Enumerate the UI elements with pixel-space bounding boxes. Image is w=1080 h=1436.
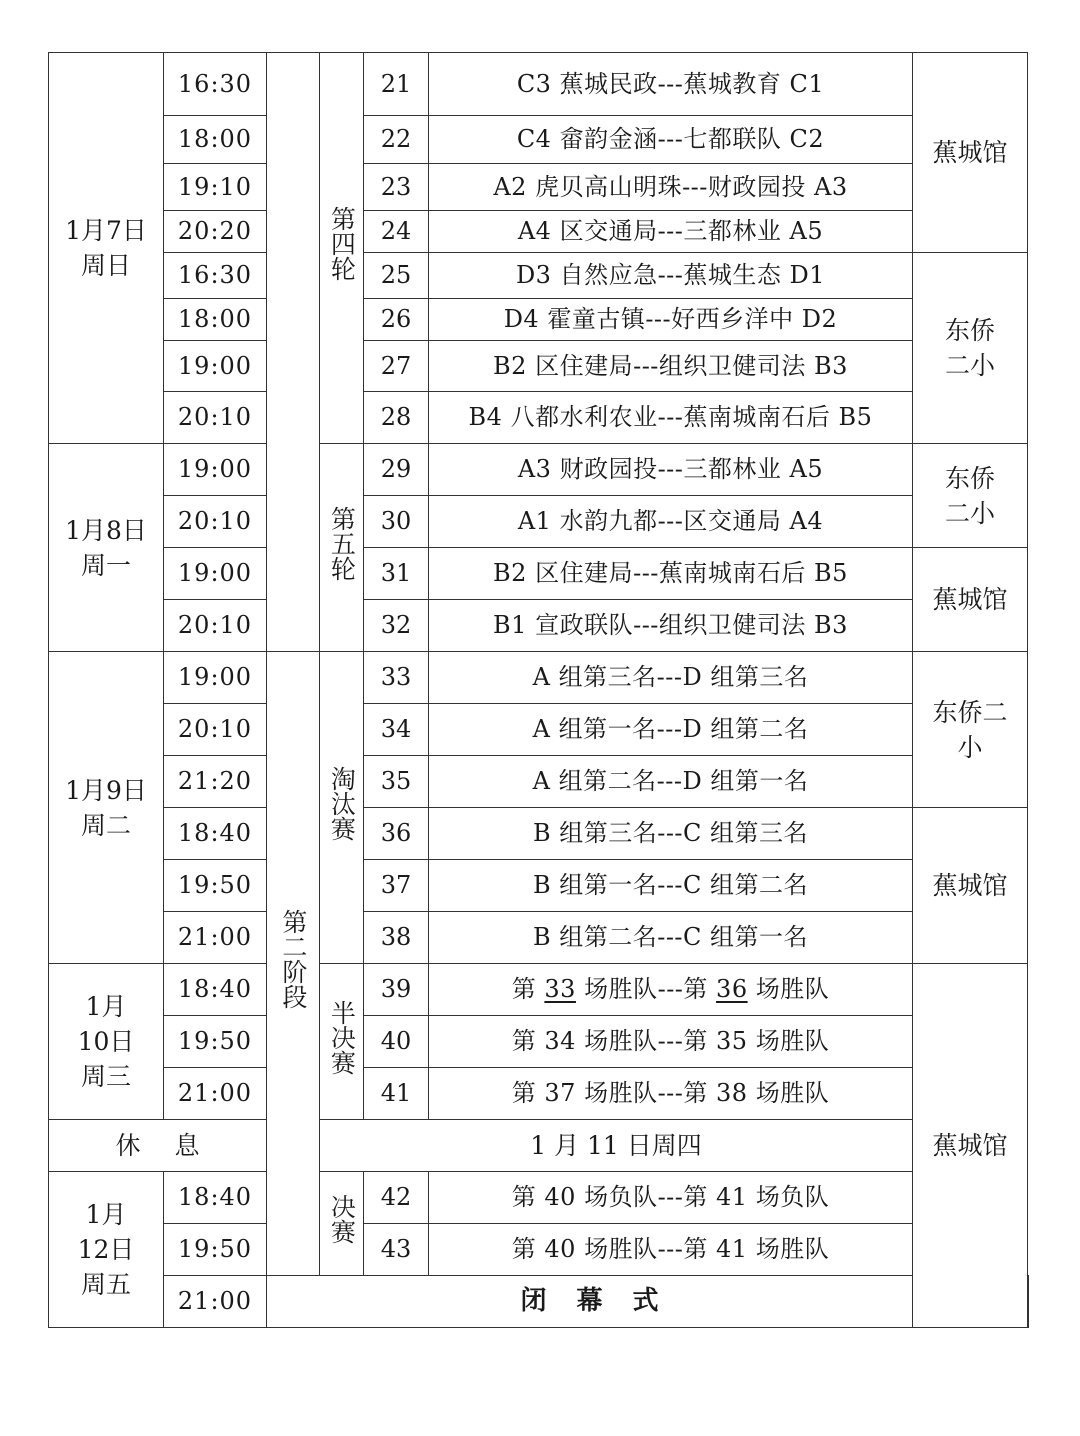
date-cell: 1月 10日 周三 bbox=[49, 964, 164, 1120]
time-cell: 20:10 bbox=[164, 392, 267, 444]
round-cell: 第五轮 bbox=[320, 444, 364, 652]
round-cell: 第四轮 bbox=[320, 53, 364, 444]
venue-cell: 蕉城馆 bbox=[913, 808, 1028, 964]
match-cell: 第 33 场胜队---第 36 场胜队 bbox=[429, 964, 913, 1016]
table-row bbox=[49, 341, 1029, 392]
match-cell: A 组第二名---D 组第一名 bbox=[429, 756, 913, 808]
match-cell: A4 区交通局---三都林业 A5 bbox=[429, 211, 913, 253]
closing-ceremony-cell: 闭幕式 bbox=[267, 1276, 913, 1328]
venue-cell: 东侨 二小 bbox=[913, 253, 1028, 444]
match-number: 31 bbox=[364, 548, 429, 600]
stage-cell: 第二阶段 bbox=[267, 652, 320, 1276]
time-cell: 16:30 bbox=[164, 53, 267, 116]
table-row bbox=[49, 299, 1029, 341]
table-row bbox=[49, 548, 1029, 600]
time-cell: 21:00 bbox=[164, 1276, 267, 1328]
table-row bbox=[49, 253, 1029, 299]
match-number: 41 bbox=[364, 1068, 429, 1120]
match-cell: B 组第一名---C 组第二名 bbox=[429, 860, 913, 912]
match-cell: 第 34 场胜队---第 35 场胜队 bbox=[429, 1016, 913, 1068]
time-cell: 20:10 bbox=[164, 496, 267, 548]
match-cell: B2 区住建局---组织卫健司法 B3 bbox=[429, 341, 913, 392]
time-cell: 19:50 bbox=[164, 860, 267, 912]
time-cell: 21:00 bbox=[164, 1068, 267, 1120]
match-cell: A1 水韵九都---区交通局 A4 bbox=[429, 496, 913, 548]
match-cell: 第 37 场胜队---第 38 场胜队 bbox=[429, 1068, 913, 1120]
time-cell: 19:00 bbox=[164, 548, 267, 600]
match-cell: D3 自然应急---蕉城生态 D1 bbox=[429, 253, 913, 299]
time-cell: 21:00 bbox=[164, 912, 267, 964]
match-number: 36 bbox=[364, 808, 429, 860]
time-cell: 19:00 bbox=[164, 652, 267, 704]
time-cell: 18:40 bbox=[164, 1172, 267, 1224]
match-number: 37 bbox=[364, 860, 429, 912]
time-cell: 18:40 bbox=[164, 808, 267, 860]
match-number: 22 bbox=[364, 116, 429, 164]
match-cell: A 组第三名---D 组第三名 bbox=[429, 652, 913, 704]
table-row bbox=[49, 444, 1029, 496]
table-row bbox=[49, 1120, 1029, 1172]
match-number: 38 bbox=[364, 912, 429, 964]
time-cell: 19:50 bbox=[164, 1224, 267, 1276]
match-number: 21 bbox=[364, 53, 429, 116]
table-row bbox=[49, 496, 1029, 548]
table-row bbox=[49, 1172, 1029, 1224]
table-row bbox=[49, 211, 1029, 253]
venue-cell: 蕉城馆 bbox=[913, 964, 1028, 1328]
time-cell: 21:20 bbox=[164, 756, 267, 808]
table-row bbox=[49, 1276, 1029, 1328]
match-cell: B4 八都水利农业---蕉南城南石后 B5 bbox=[429, 392, 913, 444]
table-row bbox=[49, 600, 1029, 652]
table-row bbox=[49, 164, 1029, 211]
table-row bbox=[49, 1016, 1029, 1068]
time-cell: 18:00 bbox=[164, 116, 267, 164]
table-row bbox=[49, 912, 1029, 964]
time-cell: 16:30 bbox=[164, 253, 267, 299]
table-row bbox=[49, 964, 1029, 1016]
time-cell: 19:50 bbox=[164, 1016, 267, 1068]
rest-cell: 休息 bbox=[49, 1120, 267, 1172]
table-row bbox=[49, 808, 1029, 860]
time-cell: 19:10 bbox=[164, 164, 267, 211]
match-cell: A3 财政园投---三都林业 A5 bbox=[429, 444, 913, 496]
match-cell: C3 蕉城民政---蕉城教育 C1 bbox=[429, 53, 913, 116]
venue-cell: 东侨 二小 bbox=[913, 444, 1028, 548]
match-number: 30 bbox=[364, 496, 429, 548]
match-cell: C4 畲韵金涵---七都联队 C2 bbox=[429, 116, 913, 164]
match-cell: B 组第三名---C 组第三名 bbox=[429, 808, 913, 860]
match-cell: D4 霍童古镇---好西乡洋中 D2 bbox=[429, 299, 913, 341]
venue-cell: 东侨二 小 bbox=[913, 652, 1028, 808]
table-row bbox=[49, 756, 1029, 808]
time-cell: 18:00 bbox=[164, 299, 267, 341]
table-row bbox=[49, 652, 1029, 704]
match-cell: B 组第二名---C 组第一名 bbox=[429, 912, 913, 964]
match-cell: A2 虎贝高山明珠---财政园投 A3 bbox=[429, 164, 913, 211]
time-cell: 19:00 bbox=[164, 341, 267, 392]
time-cell: 18:40 bbox=[164, 964, 267, 1016]
date-cell: 1月 12日 周五 bbox=[49, 1172, 164, 1328]
table-row bbox=[49, 1224, 1029, 1276]
match-number: 27 bbox=[364, 341, 429, 392]
venue-cell: 蕉城馆 bbox=[913, 53, 1028, 253]
date-cell: 1月7日 周日 bbox=[49, 53, 164, 444]
venue-cell: 蕉城馆 bbox=[913, 548, 1028, 652]
match-cell: 第 40 场负队---第 41 场负队 bbox=[429, 1172, 913, 1224]
table-row bbox=[49, 704, 1029, 756]
match-number: 34 bbox=[364, 704, 429, 756]
match-number: 39 bbox=[364, 964, 429, 1016]
table-row bbox=[49, 392, 1029, 444]
table-row bbox=[49, 53, 1029, 116]
time-cell: 20:20 bbox=[164, 211, 267, 253]
match-number: 43 bbox=[364, 1224, 429, 1276]
match-cell: 第 40 场胜队---第 41 场胜队 bbox=[429, 1224, 913, 1276]
table-row bbox=[49, 860, 1029, 912]
match-number: 28 bbox=[364, 392, 429, 444]
match-cell: B1 宣政联队---组织卫健司法 B3 bbox=[429, 600, 913, 652]
stage-cell-empty bbox=[267, 53, 320, 652]
match-number: 26 bbox=[364, 299, 429, 341]
match-number: 23 bbox=[364, 164, 429, 211]
match-number: 33 bbox=[364, 652, 429, 704]
table-row bbox=[49, 116, 1029, 164]
round-cell: 淘汰赛 bbox=[320, 652, 364, 964]
table-row bbox=[49, 1068, 1029, 1120]
match-number: 25 bbox=[364, 253, 429, 299]
date-cell: 1月8日 周一 bbox=[49, 444, 164, 652]
match-number: 32 bbox=[364, 600, 429, 652]
match-number: 42 bbox=[364, 1172, 429, 1224]
rest-date-cell: 1 月 11 日周四 bbox=[320, 1120, 913, 1172]
time-cell: 19:00 bbox=[164, 444, 267, 496]
date-cell: 1月9日 周二 bbox=[49, 652, 164, 964]
match-cell: A 组第一名---D 组第二名 bbox=[429, 704, 913, 756]
round-cell: 半决赛 bbox=[320, 964, 364, 1120]
empty-venue-cell bbox=[1028, 1276, 1029, 1328]
match-number: 40 bbox=[364, 1016, 429, 1068]
match-number: 35 bbox=[364, 756, 429, 808]
round-cell: 决赛 bbox=[320, 1172, 364, 1276]
match-number: 24 bbox=[364, 211, 429, 253]
time-cell: 20:10 bbox=[164, 704, 267, 756]
time-cell: 20:10 bbox=[164, 600, 267, 652]
schedule-table bbox=[48, 52, 1029, 1328]
match-cell: B2 区住建局---蕉南城南石后 B5 bbox=[429, 548, 913, 600]
match-number: 29 bbox=[364, 444, 429, 496]
